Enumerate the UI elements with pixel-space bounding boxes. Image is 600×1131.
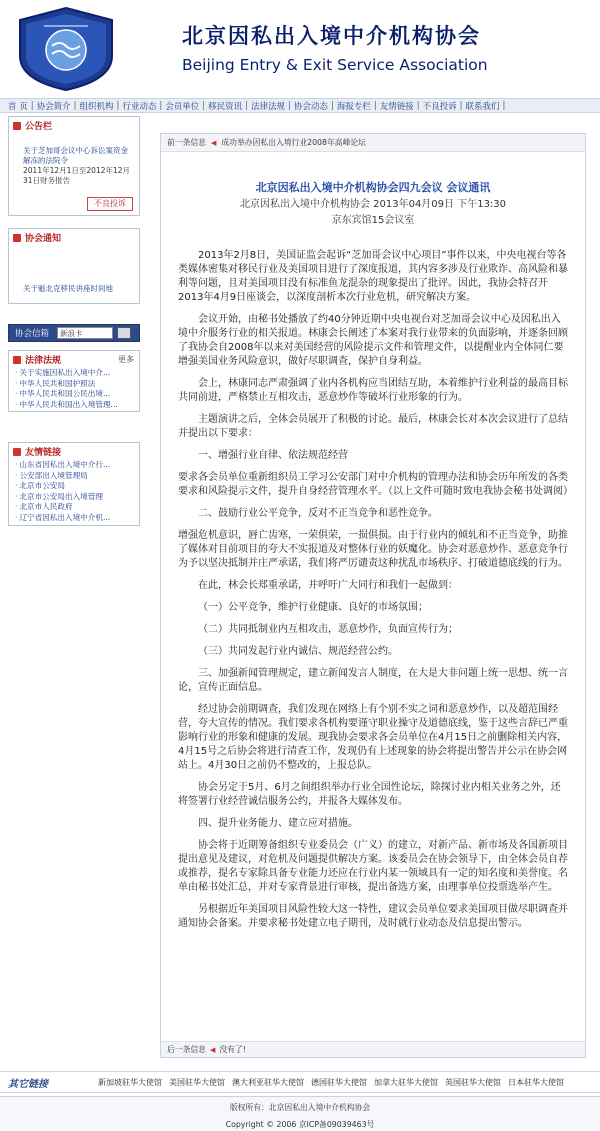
list-item[interactable]: · 北京市公安局出入境管理: [15, 492, 135, 503]
bulletin-box: [8, 116, 140, 216]
nav-members[interactable]: 会员单位: [165, 101, 200, 112]
nav-poster-column[interactable]: 海报专栏: [336, 101, 371, 112]
list-item[interactable]: · 中华人民共和国出入境管理...: [15, 400, 135, 411]
article-paragraph: （一）公平竞争，维护行业健康、良好的市场氛围；: [198, 602, 428, 613]
nav-contact[interactable]: 联系我们: [465, 101, 500, 112]
laws-more-link[interactable]: 更多: [118, 355, 134, 364]
nav-laws[interactable]: 法律法规: [251, 101, 286, 112]
article-title: 北京因私出入境中介机构协会四九会议 会议通讯: [255, 181, 491, 194]
article-paragraph: 在此，林会长郑重承诺，并呼吁广大同行和我们一起做到：: [198, 580, 458, 591]
article-paragraph: 协会将于近期筹备组织专业委员会（广义）的建立，对新产品、新市场及各国新项目提出意见及建议，对危机及问题提供解决方案。该委员会在协会领导下，由全体会员自荐或推荐，提名专家除具备专业能力还应在行业内某一领域具有一定的知名度和美誉度。名单由秘书处汇总，并对专家背景进行审核，提出备选方案，由理事单位投票选举产生。: [178, 840, 568, 893]
article-paragraph: 主题演讲之后，全体会员展开了积极的讨论。最后，林康会长对本次会议进行了总结并提出以下要求：: [178, 414, 568, 439]
embassy-link[interactable]: 日本驻华大使馆: [508, 1077, 564, 1087]
laws-title: 法律法规: [25, 356, 62, 366]
bulletin-title: 公告栏: [25, 122, 53, 132]
site-title: 北京因私出入境中介机构协会: [182, 24, 481, 48]
article-paragraph: 一、增强行业自律、依法规范经营: [198, 450, 348, 461]
nav-about[interactable]: 协会简介: [36, 101, 71, 112]
article-paragraph: 增强危机意识，唇亡齿寒，一荣俱荣，一损俱损。由于行业内的倾轧和不正当竞争，助推了媒体对目前项目的夸大不实报道及对整体行业的妖魔化。协会对恶意炒作、恶意竞争行为予以坚决抵制并庄严承诺，我们将严厉谴责这种扰乱市场秩序、打破道德底线的行为。: [178, 530, 568, 569]
notice-content: [9, 246, 139, 294]
list-item[interactable]: · 中华人民共和国护照法: [15, 379, 135, 390]
article-paragraph: 要求各会员单位重新组织员工学习公安部门对中介机构的管理办法和协会历年所发的各类要求和风险提示文件，提升自身经营管理水平。（以上文件可随时致电我协会秘书处调阅）: [178, 472, 573, 497]
laws-header: [9, 351, 139, 368]
bulletin-content: [9, 134, 139, 186]
list-item[interactable]: · 关于实施因私出入境中介...: [15, 368, 135, 379]
prev-arrow-icon: ◀: [210, 138, 217, 147]
article-venue: 京东宾馆15会议室: [331, 215, 415, 226]
prev-article-link[interactable]: 成功举办因私出入境行业2008年高峰论坛: [221, 138, 366, 147]
notice-title: 协会通知: [25, 234, 62, 244]
article-body: [178, 249, 573, 939]
article-paragraph: 会上，林康同志严肃强调了业内各机构应当团结互助，本着维护行业利益的最高目标共同前进，严格禁止互相攻击，恶意炒作等破坏行业形象的行为。: [178, 378, 568, 403]
next-article-row: [161, 1041, 585, 1057]
article-paragraph: 三、加强新闻管理规定，建立新闻发言人制度，在大是大非问题上统一思想、统一言论，宣传正面信息。: [178, 668, 568, 693]
article-paragraph: 四、提升业务能力、建立应对措施。: [198, 818, 358, 829]
site-header: [0, 0, 600, 98]
notice-box: [8, 228, 140, 304]
nav-complaints[interactable]: 不良投诉: [422, 101, 457, 112]
other-links-label: 其它链接: [8, 1078, 48, 1090]
next-article-link[interactable]: 没有了!: [219, 1045, 246, 1054]
list-item[interactable]: · 山东省因私出入境中介行...: [15, 460, 135, 471]
article-paragraph: 经过协会前期调查，我们发现在网络上有个别不实之词和恶意炒作，以及超范围经营，夸大宣传的情况。我们要求各机构要谨守职业操守及道德底线，鉴于这些言辞已严重影响行业的形象和健康的发展。现我协会要求各会员单位在4月15日之前删除相关内容，4月15号之后协会将进行清查工作，发现仍有上述现象的协会将提出警告并公示在协会网站上。4月30日之前仍不整改的，上报总队。: [178, 704, 568, 771]
complaint-button[interactable]: 不良投诉: [87, 197, 133, 211]
links-header: [9, 443, 139, 460]
embassy-link[interactable]: 新加坡驻华大使馆: [98, 1077, 162, 1087]
nav-home[interactable]: 首 页: [8, 101, 28, 112]
article-paragraph: 2013年2月8日，美国证监会起诉“芝加哥会议中心项目”事件以来，中央电视台等各类媒体密集对移民行业及美国项目进行了深度报道，其内容多涉及行业欺诈、高风险和暴利等问题，且对美国项目没有标准鱼龙混杂的现象提出了批评。因此，我协会特召开2013年4月9日座谈会，以深度剖析本次行业危机，研究解决方案。: [178, 250, 568, 303]
association-logo: [14, 6, 118, 92]
nav-organization[interactable]: 组织机构: [79, 101, 114, 112]
article-paragraph: （三）共同发起行业内诚信、规范经营公约。: [198, 646, 398, 657]
copyright-line: Copyright © 2006 京ICP备09039463号: [225, 1120, 375, 1129]
nav-immigration-news[interactable]: 移民资讯: [208, 101, 243, 112]
article-panel: [160, 133, 586, 1058]
embassy-link[interactable]: 澳大利亚驻华大使馆: [232, 1077, 304, 1087]
main-nav: 首 页 | 协会简介 | 组织机构 | 行业动态 | 会员单位 | 移民资讯 | 法律法规 | 协会动态 | 海报专栏 | 友情链接 | 不良投诉 | 联系我们 |: [0, 98, 600, 113]
notice-line[interactable]: 关于魁北克移民讲座时间地: [23, 284, 113, 293]
notice-icon: [13, 234, 21, 242]
article-paragraph: 另根据近年美国项目风险性较大这一特性，建议会员单位要求美国项目做尽职调查并通知协会备案。并要求秘书处建立电子期刊，及时就行业动态及信息提出警示。: [178, 904, 568, 929]
links-list: [9, 460, 139, 523]
prev-label: 前一条信息: [167, 138, 206, 147]
list-item[interactable]: · 辽宁省因私出入境中介机...: [15, 513, 135, 524]
links-box: [8, 442, 140, 526]
mailbox-bar: [8, 324, 140, 342]
prev-article-row: [161, 134, 585, 152]
mailbox-label: 协会信箱: [15, 329, 50, 339]
nav-industry-news[interactable]: 行业动态: [122, 101, 157, 112]
links-title: 友情链接: [25, 448, 62, 458]
next-arrow-icon: ◀: [209, 1045, 216, 1054]
mailbox-select[interactable]: 新浪卡: [57, 327, 113, 339]
laws-list: [9, 368, 139, 410]
bulletin-header: [9, 117, 139, 134]
embassy-link[interactable]: 英国驻华大使馆: [445, 1077, 501, 1087]
nav-friendly-links[interactable]: 友情链接: [379, 101, 414, 112]
article-paragraph: 会议开始，由秘书处播放了约40分钟近期中央电视台对芝加哥会议中心及因私出入境中介服务行业的相关报道。林康会长阐述了本案对我行业带来的负面影响，并逐条回顾了我协会自2008年以来对美国经营的风险提示文件和管理文件，以提醒业内全体同仁要增强美国业务风险意识，做好尽职调查，保护自身利益。: [178, 314, 568, 367]
embassy-link[interactable]: 加拿大驻华大使馆: [374, 1077, 438, 1087]
list-item[interactable]: · 公安部出入境管理局: [15, 471, 135, 482]
bulletin-line-2[interactable]: 2011年12月1日至2012年12月31日财务报告: [23, 166, 131, 185]
links-icon: [13, 448, 21, 456]
copyright-owner: 版权所有：北京因私出入境中介机构协会: [229, 1103, 371, 1112]
laws-icon: [13, 356, 21, 364]
site-subtitle: Beijing Entry & Exit Service Association: [182, 56, 488, 74]
next-label: 后一条信息: [167, 1045, 206, 1054]
site-footer: [0, 1096, 600, 1131]
laws-box: [8, 350, 140, 412]
bulletin-line-1[interactable]: 关于芝加哥会议中心诉讼案资金解冻的法院令: [23, 146, 128, 165]
list-item[interactable]: · 北京市公安局: [15, 481, 135, 492]
nav-association-news[interactable]: 协会动态: [293, 101, 328, 112]
list-item[interactable]: · 中华人民共和国公民出境...: [15, 389, 135, 400]
mailbox-go-button[interactable]: [117, 327, 131, 339]
article-meta: 北京因私出入境中介机构协会 2013年04月09日 下午13:30: [239, 199, 507, 210]
other-links-bar: [0, 1071, 600, 1093]
embassy-link[interactable]: 美国驻华大使馆: [169, 1077, 225, 1087]
article-paragraph: 协会另定于5月、6月之间组织举办行业全国性论坛，除探讨业内相关业务之外，还将签署行业经营诚信服务公约，并报各大媒体发布。: [178, 782, 561, 807]
embassy-link[interactable]: 德国驻华大使馆: [311, 1077, 367, 1087]
bulletin-icon: [13, 122, 21, 130]
article-paragraph: （二）共同抵制业内互相攻击，恶意炒作，负面宣传行为；: [198, 624, 458, 635]
notice-header: [9, 229, 139, 246]
article-paragraph: 二、鼓励行业公平竞争，反对不正当竞争和恶性竞争。: [198, 508, 438, 519]
list-item[interactable]: · 北京市人民政府: [15, 502, 135, 513]
